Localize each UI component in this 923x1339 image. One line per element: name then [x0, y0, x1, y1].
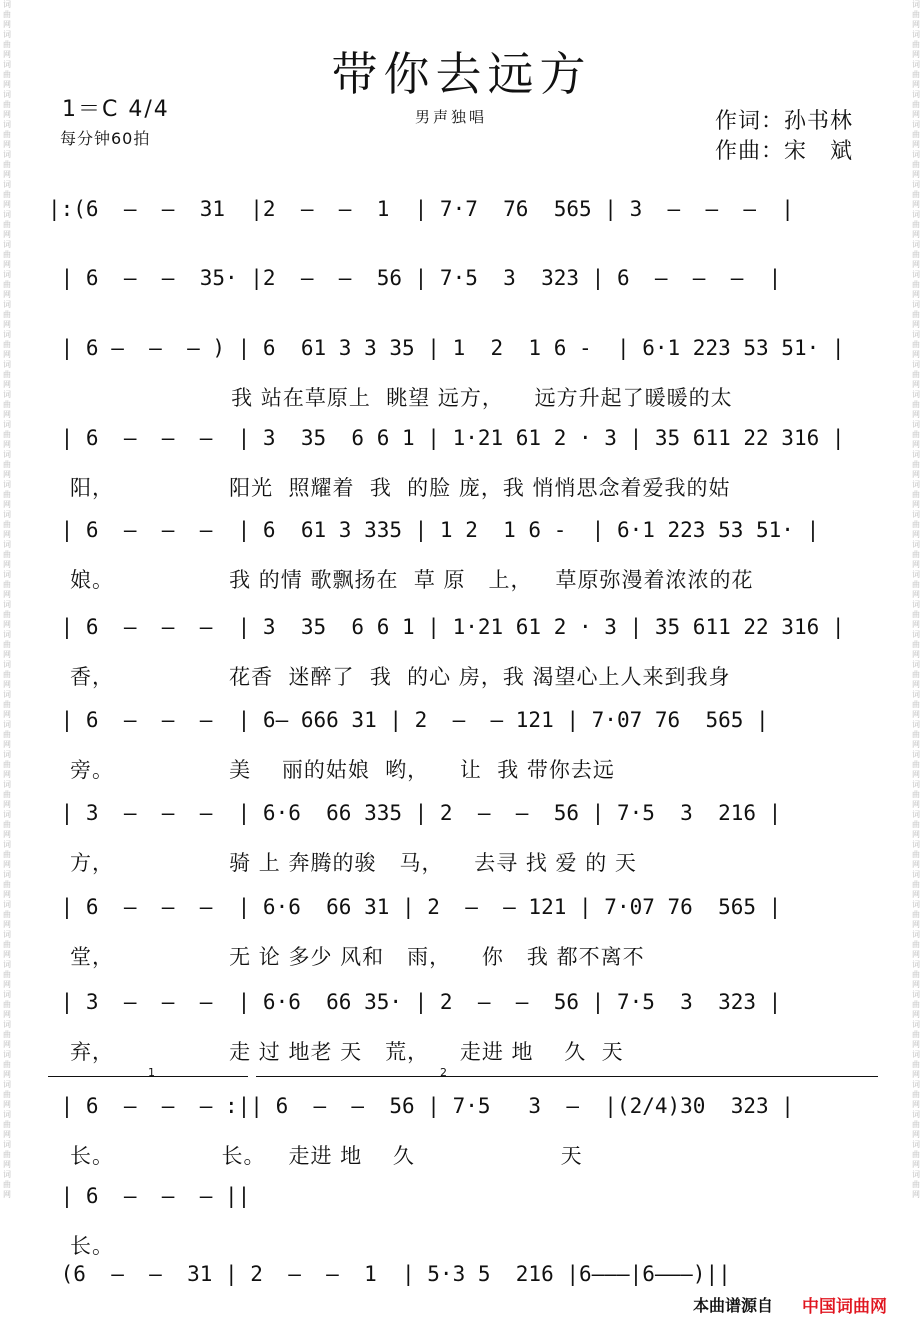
page-title: 带你去远方 [331, 47, 592, 101]
notation-line: | 3 — — — | 6·6 66 335 | 2 — — 56 | 7·5 3 216 | [48, 801, 782, 825]
score-system-1 [48, 185, 878, 245]
lyrics-line: 堂， 无 论 多少 风和 雨， 你 我 都不离不 [70, 945, 645, 969]
lyrics-line: 长。 [70, 1234, 114, 1258]
notation-line: | 6 — — — | 6·6 66 31 | 2 — — 121 | 7·07 76 565 | [48, 895, 782, 919]
score-system-10 [48, 978, 878, 1064]
notation-line: | 6 — — — ) | 6 61 3 3 35 | 1 2 1 6 - | 6·1 223 53 51· | [48, 336, 845, 360]
lyrics-line: 香， 花香 迷醉了 我 的心 房，我 渴望心上人来到我身 [70, 665, 731, 689]
composer-credit: 作曲：宋 斌 [715, 139, 854, 164]
score-system-3 [48, 324, 878, 410]
lyrics-line: 阳， 阳光 照耀着 我 的脸 庞，我 悄悄思念着爱我的姑 [70, 476, 731, 500]
lyrics-line: 弃， 走 过 地老 天 荒， 走进 地 久 天 [70, 1040, 624, 1064]
footer-brand-link[interactable]: 中国词曲网 [802, 1297, 887, 1317]
second-ending-line [256, 1076, 878, 1077]
tempo-marking: 每分钟60拍 [60, 129, 151, 148]
notation-line: | 6 — — — || [48, 1184, 251, 1208]
watermark-left: 词曲网词曲网词曲网词曲网词曲网词曲网词曲网词曲网词曲网词曲网词曲网词曲网词曲网词曲网词曲网词曲网词曲网词曲网词曲网词曲网词曲网词曲网词曲网词曲网词曲网词曲网词曲网词曲网词曲网词曲网词曲网词曲网词曲网词曲网词曲网词曲网词曲网词曲网词曲网词曲网 [3, 0, 11, 1199]
score-system-8 [48, 789, 878, 875]
lyricist-credit: 作词：孙书林 [715, 109, 854, 134]
notation-line: (6 — — 31 | 2 — — 1 | 5·3 5 216 |6———|6———)|| [48, 1262, 731, 1286]
key-signature: 1＝C 4/4 [62, 97, 170, 122]
notation-line: | 6 — — — | 6— 666 31 | 2 — — 121 | 7·07 76 565 | [48, 708, 769, 732]
lyrics-line: 方， 骑 上 奔腾的骏 马， 去寻 找 爱 的 天 [70, 851, 637, 875]
lyrics-line: 长。 长。 走进 地 久 天 [70, 1144, 583, 1168]
lyrics-line: 旁。 美 丽的姑娘 哟， 让 我 带你去远 [70, 758, 615, 782]
score-system-6 [48, 603, 878, 689]
notation-line: | 6 — — — | 6 61 3 335 | 1 2 1 6 - | 6·1 223 53 51· | [48, 518, 820, 542]
second-ending-label: 2 [440, 1066, 447, 1079]
notation-line: | 6 — — — | 3 35 6 6 1 | 1·21 61 2 · 3 | 35 611 22 316 | [48, 615, 845, 639]
score-system-9 [48, 883, 878, 969]
watermark-right: 词曲网词曲网词曲网词曲网词曲网词曲网词曲网词曲网词曲网词曲网词曲网词曲网词曲网词曲网词曲网词曲网词曲网词曲网词曲网词曲网词曲网词曲网词曲网词曲网词曲网词曲网词曲网词曲网词曲网词曲网词曲网词曲网词曲网词曲网词曲网词曲网词曲网词曲网词曲网词曲网 [912, 0, 920, 1199]
score-system-11 [48, 1082, 878, 1168]
notation-line: | 3 — — — | 6·6 66 35· | 2 — — 56 | 7·5 3 323 | [48, 990, 782, 1014]
first-ending-label: 1 [148, 1066, 155, 1079]
score-system-4 [48, 414, 878, 500]
score-system-5 [48, 506, 878, 592]
notation-line: | 6 — — — | 3 35 6 6 1 | 1·21 61 2 · 3 | 35 611 22 316 | [48, 426, 845, 450]
lyrics-line: 我 站在草原上 眺望 远方， 远方升起了暖暖的太 [70, 386, 733, 410]
footer-source-label: 本曲谱源自 [693, 1296, 774, 1315]
lyrics-line: 娘。 我 的情 歌飘扬在 草 原 上， 草原弥漫着浓浓的花 [70, 568, 754, 592]
score-system-12 [48, 1172, 878, 1258]
notation-line: |:(6 — — 31 |2 — — 1 | 7·7 76 565 | 3 — — — | [48, 197, 794, 221]
notation-line: | 6 — — — :|| 6 — — 56 | 7·5 3 — |(2/4)30 323 | [48, 1094, 794, 1118]
score-system-2 [48, 254, 878, 314]
performer-label: 男声独唱 [415, 108, 488, 126]
score-system-7 [48, 696, 878, 782]
notation-line: | 6 — — 35· |2 — — 56 | 7·5 3 323 | 6 — — — | [48, 266, 782, 290]
